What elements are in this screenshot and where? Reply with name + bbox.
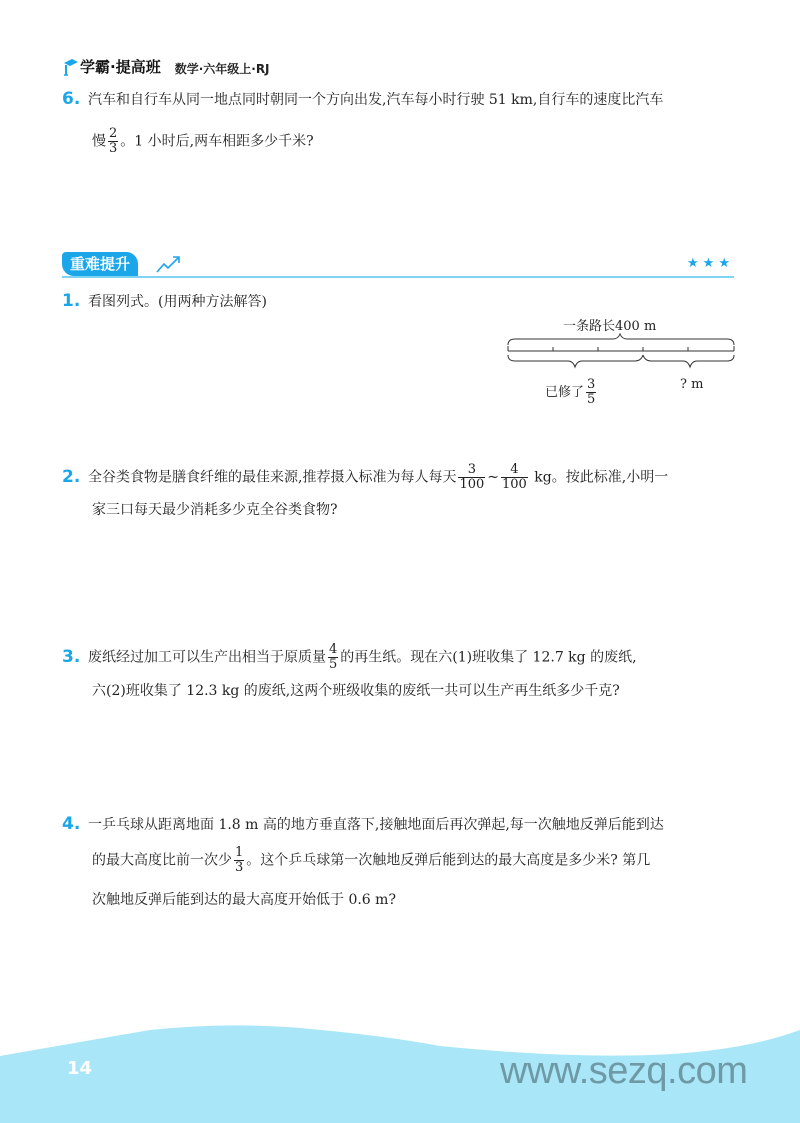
fraction: $\frac{4}{5}$ — [329, 642, 338, 672]
book-subtitle: 数学·六年级上·RJ — [174, 62, 270, 76]
diagram-top-label: 一条路长400 m — [563, 319, 657, 334]
page-number: 14 — [67, 1058, 93, 1079]
section-header — [62, 252, 734, 278]
question-1 — [62, 291, 267, 312]
question-number: 4. — [62, 814, 81, 834]
question-6-line2 — [92, 127, 314, 156]
question-text: 看图列式。(用两种方法解答) — [88, 294, 267, 310]
watermark: www.sezq.com — [500, 1050, 748, 1092]
diagram-right-label: ? m — [680, 377, 704, 392]
question-number: 6. — [62, 89, 81, 109]
question-6-line1 — [62, 89, 663, 110]
fraction: $\frac{2}{3}$ — [109, 126, 118, 156]
question-2-line1: 2. 全谷类食物是膳食纤维的最佳来源,推荐摄入标准为每人每天 $\frac{3}{100}$ ~ $\frac{4}{100}$ kg。按此标准,小明一 — [62, 462, 669, 492]
question-number: 2. — [62, 466, 81, 487]
question-text: 废纸经过加工可以生产出相当于原质量 — [88, 649, 326, 666]
question-text: kg。按此标准,小明一 — [529, 469, 669, 486]
question-text: 。1 小时后,两车相距多少千米? — [120, 133, 314, 150]
question-text: 的最大高度比前一次少 — [92, 852, 232, 869]
road-diagram — [505, 315, 740, 410]
question-3-line1 — [62, 643, 637, 672]
question-number: 1. — [62, 291, 81, 311]
question-2-line2: 家三口每天最少消耗多少克全谷类食物? — [92, 502, 338, 518]
book-brand: 学霸·提高班 — [80, 58, 161, 76]
fraction: $\frac{4}{100}$ — [502, 462, 527, 492]
fraction: $\frac{3}{5}$ — [587, 377, 596, 407]
fraction: $\frac{1}{3}$ — [235, 845, 244, 875]
section-title: 重难提升 — [62, 252, 138, 276]
question-text: 全谷类食物是膳食纤维的最佳来源,推荐摄入标准为每人每天 — [88, 469, 457, 486]
question-4-line3: 次触地反弹后能到达的最大高度开始低于 0.6 m? — [92, 892, 396, 908]
question-text: 。这个乒乓球第一次触地反弹后能到达的最大高度是多少米? 第几 — [246, 852, 651, 869]
question-text: 一乒乓球从距离地面 1.8 m 高的地方垂直落下,接触地面后再次弹起,每一次触地反弹后能到达 — [88, 817, 664, 833]
diagram-left-label: 已修了 $\frac{3}{5}$ — [545, 377, 596, 407]
question-text: 慢 — [92, 133, 106, 150]
question-number: 3. — [62, 646, 81, 667]
difficulty-stars: ★★★ — [687, 256, 734, 271]
graduation-cap-icon — [62, 57, 78, 77]
question-4-line2 — [92, 846, 650, 875]
book-header — [62, 55, 270, 77]
question-text: 的再生纸。现在六(1)班收集了 12.7 kg 的废纸, — [340, 649, 637, 666]
question-4-line1 — [62, 814, 664, 835]
fraction: $\frac{3}{100}$ — [459, 462, 485, 492]
trend-up-arrow-icon — [156, 254, 182, 278]
question-3-line2: 六(2)班收集了 12.3 kg 的废纸,这两个班级收集的废纸一共可以生产再生纸多少千克? — [92, 683, 620, 699]
question-text: 汽车和自行车从同一地点同时朝同一个方向出发,汽车每小时行驶 51 km,自行车的速度比汽车 — [88, 92, 664, 108]
